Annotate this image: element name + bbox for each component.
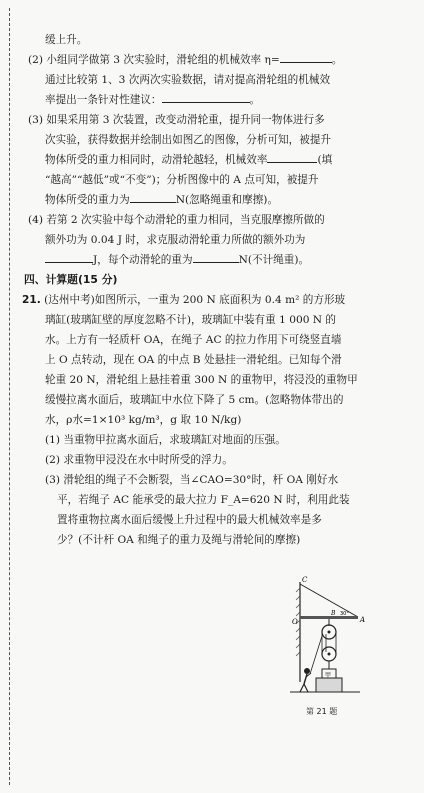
- text: 。: [331, 54, 343, 66]
- text: 率提出一条针对性建议：: [45, 94, 162, 106]
- text-line: [22, 90, 410, 110]
- binding-margin-line: [9, 8, 10, 785]
- pull-rope: [310, 636, 322, 674]
- text: N(忽略绳重和摩擦)。: [175, 194, 279, 206]
- label-angle: 30°: [340, 611, 349, 617]
- label-o: O: [292, 618, 298, 626]
- subquestion-3: (3) 滑轮组的绳子不会断裂，当∠CAO=30°时，杆 OA 刚好水: [45, 474, 339, 486]
- text-line: [22, 250, 410, 270]
- text-line: 通过比较第 1、3 次两次实验数据，请对提高滑轮组的机械效: [45, 74, 331, 86]
- text: J，每个动滑轮的重为: [93, 254, 193, 266]
- page-content: [22, 30, 410, 550]
- person-body: [304, 674, 307, 684]
- person-leg: [304, 684, 308, 692]
- subquestion-2: (2) 求重物甲浸没在水中时所受的浮力。: [45, 454, 233, 466]
- label-jia: 甲: [325, 672, 332, 679]
- text: (达州中考)如图所示，一重为 200 N 底面积为 0.4 m² 的方形玻: [44, 294, 346, 306]
- answer-blank[interactable]: [130, 190, 176, 203]
- question-21-line: [22, 290, 410, 310]
- answer-blank[interactable]: [162, 90, 250, 103]
- text-line: 少？(不计杆 OA 和绳子的重力及绳与滑轮间的摩擦): [57, 534, 301, 546]
- text: N(不计绳重)。: [238, 254, 310, 266]
- rod-oa: [300, 616, 358, 619]
- text-line: 水，ρ水=1×10³ kg/m³，g 取 10 N/kg): [45, 414, 242, 426]
- text: 。: [249, 94, 261, 106]
- figure-caption: 第 21 题: [306, 707, 338, 716]
- rope-ac: [300, 584, 358, 617]
- text-line: 置将重物拉离水面后缓慢上升过程中的最大机械效率是多: [57, 514, 322, 526]
- pulley-axle: [328, 653, 331, 656]
- pulley-axle: [328, 631, 331, 634]
- label-b: B: [331, 610, 336, 617]
- answer-blank[interactable]: [45, 250, 93, 263]
- text: (填: [317, 154, 333, 166]
- question-4-line: (4) 若第 2 次实验中每个动滑轮的重力相同，当克服摩擦所做的: [28, 214, 325, 226]
- glass-tank: [316, 678, 342, 692]
- text-line: 缓上升。: [45, 34, 88, 46]
- answer-blank[interactable]: [280, 50, 332, 63]
- answer-blank[interactable]: [267, 150, 317, 163]
- text-line: 上 O 点转动，现在 OA 的中点 B 处悬挂一滑轮组。已知每个滑: [45, 354, 342, 366]
- text-line: 次实验，获得数据并绘制出如图乙的图像，分析可知，被提升: [45, 134, 332, 146]
- text: (2) 小组同学做第 3 次实验时，滑轮组的机械效率 η=: [28, 54, 280, 66]
- text-line: 额外功为 0.04 J 时，求克服动滑轮重力所做的额外功为: [45, 234, 306, 246]
- text-line: [22, 150, 410, 170]
- question-3-line: (3) 如果采用第 3 次装置，改变动滑轮重，提升同一物体进行多: [28, 114, 325, 126]
- section-heading: 四、计算题(15 分): [24, 273, 118, 286]
- text-line: 水。上方有一轻质杆 OA，在绳子 AC 的拉力作用下可绕竖直墙: [45, 334, 342, 346]
- text-line: [22, 190, 410, 210]
- label-c: C: [302, 576, 308, 584]
- person-head: [304, 668, 310, 674]
- question-number: 21.: [22, 294, 41, 306]
- text-line: 璃缸(玻璃缸壁的厚度忽略不计)，玻璃缸中装有重 1 000 N 的: [45, 314, 337, 326]
- text: 物体所受的重力为: [45, 194, 130, 206]
- text-line: 缓慢拉离水面后，玻璃缸中水位下降了 5 cm。(忽略物体带出的: [45, 394, 344, 406]
- subquestion-1: (1) 当重物甲拉离水面后，求玻璃缸对地面的压强。: [45, 434, 286, 446]
- text-line: 轮重 20 N，滑轮组上悬挂着重 300 N 的重物甲，将浸没的重物甲: [45, 374, 358, 386]
- label-a: A: [360, 616, 366, 624]
- answer-blank[interactable]: [193, 250, 239, 263]
- person-leg: [300, 684, 304, 692]
- pulley-lever-figure: [280, 574, 380, 714]
- text: 物体所受的重力相同时，动滑轮越轻，机械效率: [45, 154, 268, 166]
- text-line: “越高”“越低”或“不变”)；分析图像中的 A 点可知，被提升: [45, 174, 319, 186]
- question-2-line: [22, 50, 410, 70]
- text-line: 平，若绳子 AC 能承受的最大拉力 F_A=620 N 时，利用此装: [57, 494, 350, 506]
